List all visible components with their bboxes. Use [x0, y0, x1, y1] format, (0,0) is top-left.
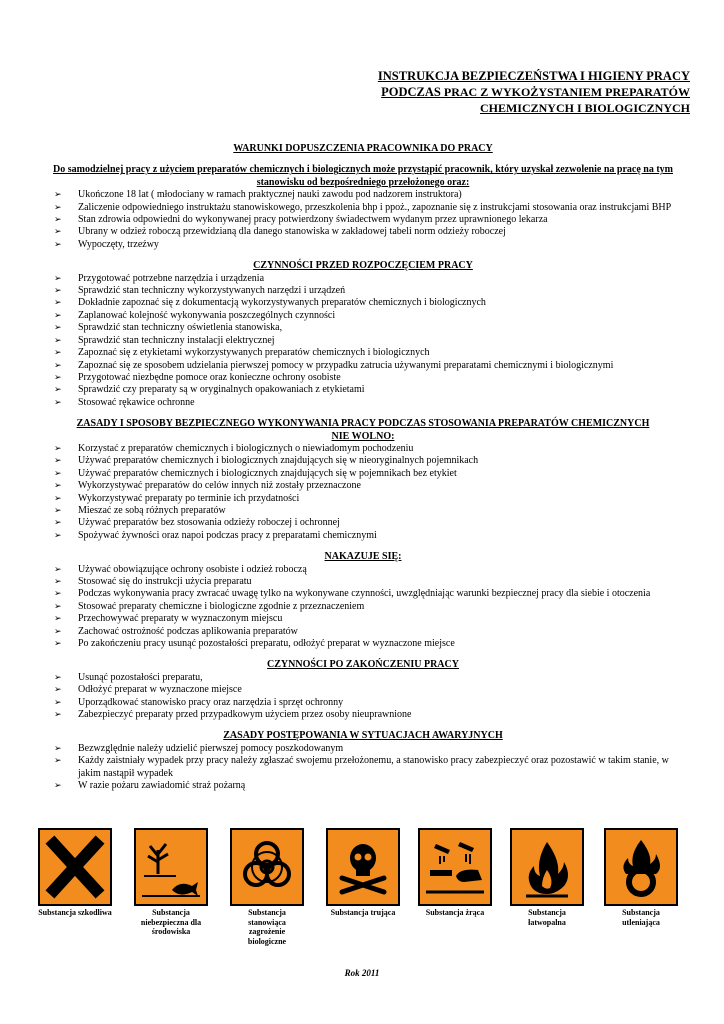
- section-heading-before: CZYNNOŚCI PRZED ROZPOCZĘCIEM PRACY: [253, 260, 473, 272]
- list-item: ➢ Po zakończeniu pracy usunąć pozostałości preparatu, odłożyć preparat w wyznaczone miejsce: [38, 638, 688, 650]
- document-title: [378, 68, 690, 116]
- list-item: ➢ Bezwzględnie należy udzielić pierwszej pomocy poszkodowanym: [38, 743, 688, 755]
- flame-over-circle-icon: [604, 828, 678, 906]
- hazard-corrosive: [418, 828, 492, 918]
- list-item: ➢ Uporządkować stanowisko pracy oraz narzędzia i sprzęt ochronny: [38, 697, 688, 709]
- hazard-symbols: [38, 828, 688, 958]
- footer-year: Rok 2011: [344, 968, 380, 978]
- section-heading-orders: NAKAZUJE SIĘ:: [324, 551, 402, 563]
- list-item: ➢ Każdy zaistniały wypadek przy pracy należy zgłaszać swojemu przełożonemu, a stanowisko pracy zabezpieczyć oraz pozostawić w takim stanie, w jakim nastąpił wypadek: [38, 755, 688, 780]
- hazard-toxic: [326, 828, 400, 918]
- list-item: ➢ Zapoznać się z etykietami wykorzystywanych preparatów chemicznych i biologicznych: [38, 347, 688, 359]
- title-line-3: CHEMICZNYCH I BIOLOGICZNYCH: [479, 101, 690, 115]
- after-list: [38, 672, 688, 722]
- section-heading-rules: ZASADY I SPOSOBY BEZPIECZNEGO WYKONYWANIA PRACY PODCZAS STOSOWANIA PREPARATÓW CHEMICZNYCH: [76, 418, 650, 430]
- section-heading-conditions: WARUNKI DOPUSZCZENIA PRACOWNIKA DO PRACY: [233, 143, 493, 154]
- hazard-label: Substancja szkodliwa: [38, 908, 112, 917]
- list-item: ➢ W razie pożaru zawiadomić straż pożarną: [38, 780, 688, 792]
- list-item: ➢ Ukończone 18 lat ( młodociany w ramach praktycznej nauki zawodu pod nadzorem instruktora): [38, 189, 688, 201]
- list-item: ➢ Zaplanować kolejność wykonywania poszczególnych czynności: [38, 310, 688, 322]
- hazard-flammable: [510, 828, 584, 927]
- list-item: ➢ Zachować ostrożność podczas aplikowania preparatów: [38, 626, 688, 638]
- conditions-intro: Do samodzielnej pracy z użyciem preparatów chemicznych i biologicznych może przystąpić pracownik, który uzyskał zezwolenie na pracę na tym stanowisku od bezpośredniego przełożonego oraz:: [53, 164, 673, 188]
- list-item: ➢ Używać obowiązujące ochrony osobiste i odzież roboczą: [38, 564, 688, 576]
- list-item: ➢ Zapoznać się ze sposobem udzielania pierwszej pomocy w przypadku zatrucia używanymi preparatami chemicznymi i biologicznymi: [38, 360, 688, 372]
- hazard-biohazard: [230, 828, 304, 946]
- list-item: ➢ Sprawdzić czy preparaty są w oryginalnych opakowaniach z etykietami: [38, 384, 688, 396]
- list-item: ➢ Przygotować niezbędne pomoce oraz konieczne ochrony osobiste: [38, 372, 688, 384]
- before-list: [38, 273, 688, 409]
- list-item: ➢ Ubrany w odzież roboczą przewidzianą dla danego stanowiska w zakładowej tabeli norm odzieży roboczej: [38, 226, 688, 238]
- instruction-content: [38, 143, 688, 793]
- title-line-2-big: PODCZAS: [381, 85, 441, 99]
- list-item: ➢ Używać preparatów chemicznych i biologicznych znajdujących się w pojemnikach bez etykiet: [38, 468, 688, 480]
- list-item: ➢ Używać preparatów bez stosowania odzieży roboczej i ochronnej: [38, 517, 688, 529]
- list-item: ➢ Spożywać żywności oraz napoi podczas pracy z preparatami chemicznymi: [38, 530, 688, 542]
- list-item: ➢ Stan zdrowia odpowiedni do wykonywanej pracy potwierdzony świadectwem wydanym przez uprawnionego lekarza: [38, 214, 688, 226]
- harmful-x-icon: [38, 828, 112, 906]
- list-item: ➢ Stosować preparaty chemiczne i biologiczne zgodnie z przeznaczeniem: [38, 601, 688, 613]
- hazard-label: Substancja łatwopalna: [528, 908, 566, 927]
- list-item: ➢ Przygotować potrzebne narzędzia i urządzenia: [38, 273, 688, 285]
- title-line-1: INSTRUKCJA BEZPIECZEŃSTWA I HIGIENY PRACY: [377, 69, 690, 83]
- list-item: ➢ Wypoczęty, trzeźwy: [38, 239, 688, 251]
- list-item: ➢ Stosować rękawice ochronne: [38, 397, 688, 409]
- list-item: ➢ Wykorzystywać preparaty po terminie ich przydatności: [38, 493, 688, 505]
- hazard-oxidizing: [604, 828, 678, 927]
- list-item: ➢ Podczas wykonywania pracy zwracać uwagę tylko na wykonywane czynności, uwzględniając warunki bezpiecznej pracy dla siebie i otoczenia: [38, 588, 688, 600]
- list-item: ➢ Zaliczenie odpowiedniego instruktażu stanowiskowego, przeszkolenia bhp i ppoż., zapoznanie się z instrukcjami stosowania oraz instrukcjami BHP: [38, 202, 688, 214]
- list-item: ➢ Używać preparatów chemicznych i biologicznych znajdujących się w nieoryginalnych pojemnikach: [38, 455, 688, 467]
- list-item: ➢ Odłożyć preparat w wyznaczone miejsce: [38, 684, 688, 696]
- list-item: ➢ Mieszać ze sobą różnych preparatów: [38, 505, 688, 517]
- list-item: ➢ Stosować się do instrukcji użycia preparatu: [38, 576, 688, 588]
- environment-hazard-icon: [134, 828, 208, 906]
- list-item: ➢ Sprawdzić stan techniczny wykorzystywanych narzędzi i urządzeń: [38, 285, 688, 297]
- list-item: ➢ Przechowywać preparaty w wyznaczonym miejscu: [38, 613, 688, 625]
- corrosive-icon: [418, 828, 492, 906]
- hazard-label: Substancja stanowiąca zagrożenie biologiczne: [247, 908, 287, 946]
- flame-icon: [510, 828, 584, 906]
- conditions-list: [38, 189, 688, 251]
- list-item: ➢ Sprawdzić stan techniczny oświetlenia stanowiska,: [38, 322, 688, 334]
- emergency-list: [38, 743, 688, 793]
- hazard-label: Substancja utleniająca: [622, 908, 660, 927]
- biohazard-icon: [230, 828, 304, 906]
- title-line-2-rest: PRAC Z WYKOŻYSTANIEM PREPARATÓW: [440, 85, 690, 99]
- hazard-label: Substancja trująca: [330, 908, 396, 917]
- hazard-label: Substancja żrąca: [425, 908, 485, 917]
- list-item: ➢ Wykorzystywać preparatów do celów innych niż zostały przeznaczone: [38, 480, 688, 492]
- hazard-label: Substancja niebezpieczna dla środowiska: [140, 908, 202, 936]
- hazard-environment: [134, 828, 208, 937]
- section-subheading-not-allowed: NIE WOLNO:: [331, 430, 395, 442]
- list-item: ➢ Korzystać z preparatów chemicznych i biologicznych o niewiadomym pochodzeniu: [38, 443, 688, 455]
- section-heading-after: CZYNNOŚCI PO ZAKOŃCZENIU PRACY: [267, 659, 459, 671]
- skull-crossbones-icon: [326, 828, 400, 906]
- list-item: ➢ Sprawdzić stan techniczny instalacji elektrycznej: [38, 335, 688, 347]
- title-line-2: [378, 84, 690, 100]
- list-item: ➢ Zabezpieczyć preparaty przed przypadkowym użyciem przez osoby nieuprawnione: [38, 709, 688, 721]
- hazard-harmful: [38, 828, 112, 918]
- orders-list: [38, 564, 688, 651]
- section-heading-emergency: ZASADY POSTĘPOWANIA W SYTUACJACH AWARYJNYCH: [223, 730, 503, 742]
- list-item: ➢ Dokładnie zapoznać się z dokumentacją wykorzystywanych preparatów chemicznych i biologicznych: [38, 297, 688, 309]
- list-item: ➢ Usunąć pozostałości preparatu,: [38, 672, 688, 684]
- not-allowed-list: [38, 443, 688, 542]
